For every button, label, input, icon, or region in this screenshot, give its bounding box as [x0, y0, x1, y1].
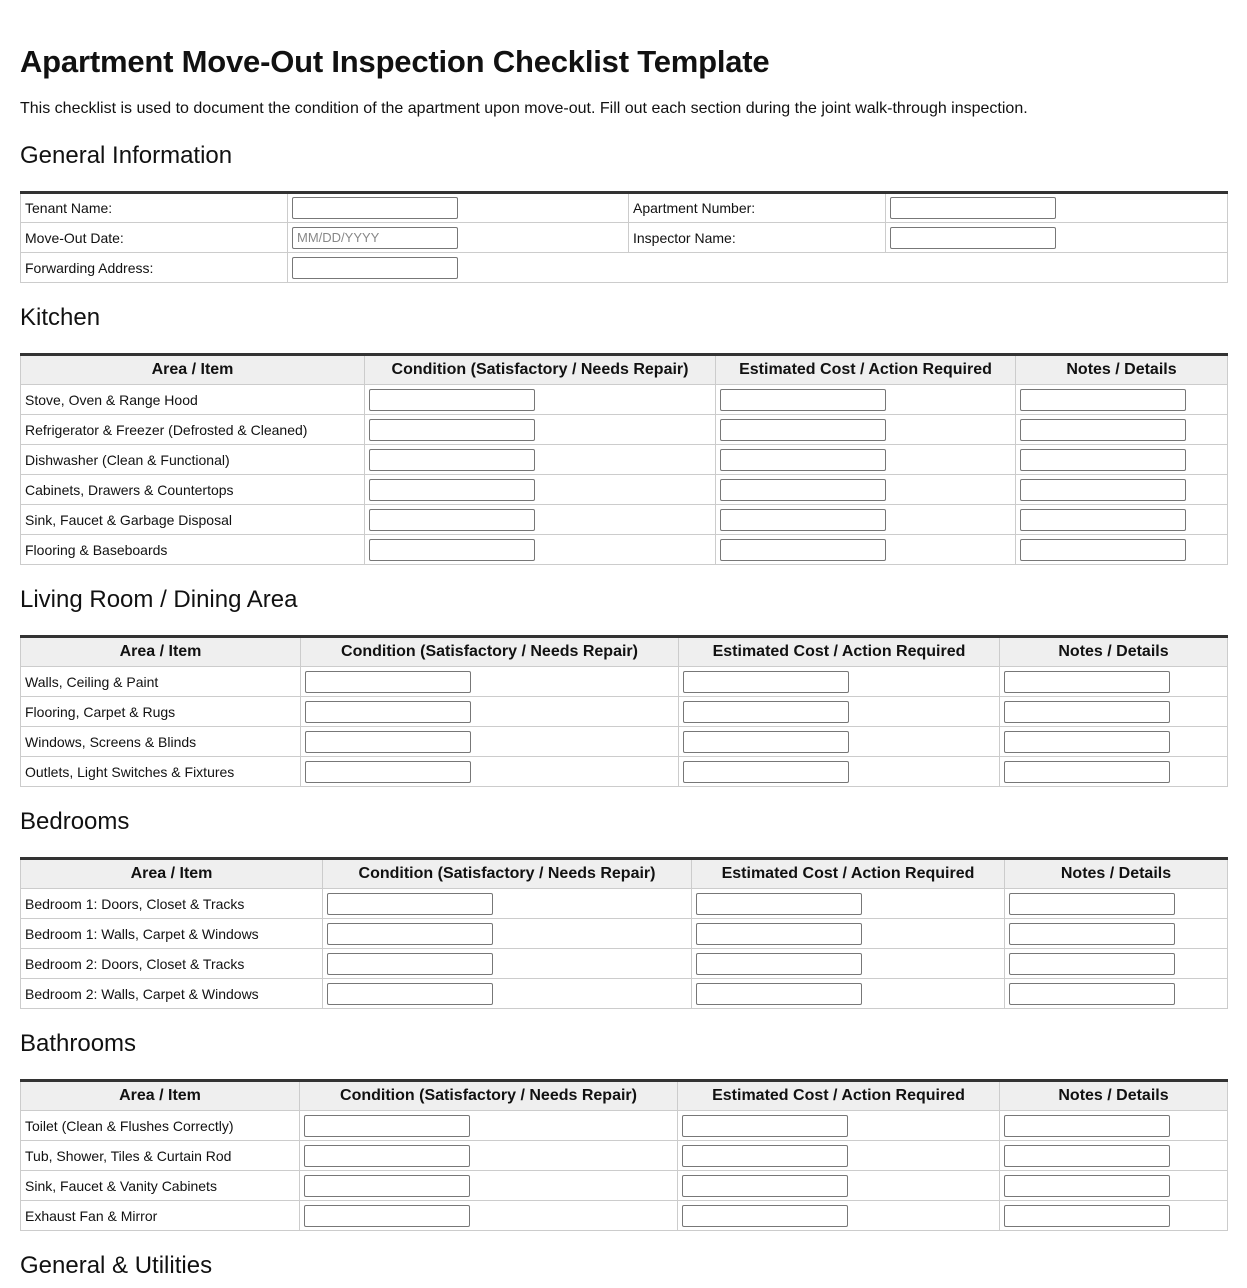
estimated-cost-input[interactable]	[720, 389, 886, 411]
area-item-header: Area / Item	[21, 1081, 300, 1111]
notes-input[interactable]	[1009, 923, 1175, 945]
table-row	[21, 889, 1228, 919]
notes-input[interactable]	[1020, 449, 1186, 471]
condition-input[interactable]	[327, 893, 493, 915]
item-label: Bedroom 2: Walls, Carpet & Windows	[21, 979, 323, 1009]
section-table-bedrooms	[20, 857, 1228, 1009]
table-row	[21, 697, 1228, 727]
item-label: Exhaust Fan & Mirror	[21, 1201, 300, 1231]
condition-input[interactable]	[327, 923, 493, 945]
forwarding-address-input[interactable]	[292, 257, 458, 279]
area-item-header: Area / Item	[21, 355, 365, 385]
notes-input[interactable]	[1020, 419, 1186, 441]
table-row	[21, 193, 1228, 223]
table-row	[21, 505, 1228, 535]
table-row	[21, 919, 1228, 949]
item-label: Cabinets, Drawers & Countertops	[21, 475, 365, 505]
condition-input[interactable]	[305, 731, 471, 753]
estimated-cost-input[interactable]	[720, 479, 886, 501]
table-row	[21, 385, 1228, 415]
notes-input[interactable]	[1004, 1175, 1170, 1197]
notes-input[interactable]	[1004, 1145, 1170, 1167]
item-label: Toilet (Clean & Flushes Correctly)	[21, 1111, 300, 1141]
notes-input[interactable]	[1004, 731, 1170, 753]
estimated-cost-input[interactable]	[682, 1175, 848, 1197]
notes-input[interactable]	[1004, 1115, 1170, 1137]
notes-header: Notes / Details	[1016, 355, 1228, 385]
condition-input[interactable]	[369, 509, 535, 531]
item-label: Bedroom 1: Doors, Closet & Tracks	[21, 889, 323, 919]
forwarding-address-label: Forwarding Address:	[21, 253, 288, 283]
general-utilities-heading: General & Utilities	[20, 1252, 213, 1279]
apartment-number-input[interactable]	[890, 197, 1056, 219]
section-table-kitchen	[20, 353, 1228, 565]
general-heading: General Information	[20, 142, 233, 169]
table-row	[21, 415, 1228, 445]
notes-input[interactable]	[1020, 509, 1186, 531]
item-label: Walls, Ceiling & Paint	[21, 667, 301, 697]
estimated-cost-header: Estimated Cost / Action Required	[692, 859, 1005, 889]
table-row	[21, 949, 1228, 979]
inspector-name-input[interactable]	[890, 227, 1056, 249]
condition-header: Condition (Satisfactory / Needs Repair)	[323, 859, 692, 889]
item-label: Windows, Screens & Blinds	[21, 727, 301, 757]
general-info-table	[20, 191, 1228, 283]
table-row	[21, 667, 1228, 697]
move-out-date-input[interactable]	[292, 227, 458, 249]
table-row	[21, 223, 1228, 253]
notes-input[interactable]	[1009, 893, 1175, 915]
section-heading-bathrooms: Bathrooms	[20, 1030, 137, 1057]
condition-input[interactable]	[304, 1205, 470, 1227]
tenant-name-label: Tenant Name:	[21, 193, 288, 223]
move-out-date-label: Move-Out Date:	[21, 223, 288, 253]
estimated-cost-input[interactable]	[720, 449, 886, 471]
section-heading-bedrooms: Bedrooms	[20, 808, 130, 835]
table-row	[21, 1171, 1228, 1201]
estimated-cost-input[interactable]	[720, 509, 886, 531]
item-label: Sink, Faucet & Garbage Disposal	[21, 505, 365, 535]
condition-input[interactable]	[305, 701, 471, 723]
item-label: Flooring, Carpet & Rugs	[21, 697, 301, 727]
table-row	[21, 757, 1228, 787]
table-row	[21, 253, 1228, 283]
notes-input[interactable]	[1020, 389, 1186, 411]
estimated-cost-input[interactable]	[696, 983, 862, 1005]
table-row	[21, 535, 1228, 565]
item-label: Bedroom 2: Doors, Closet & Tracks	[21, 949, 323, 979]
condition-input[interactable]	[305, 761, 471, 783]
estimated-cost-input[interactable]	[682, 1145, 848, 1167]
table-header-row	[21, 859, 1228, 889]
item-label: Stove, Oven & Range Hood	[21, 385, 365, 415]
notes-header: Notes / Details	[1000, 1081, 1228, 1111]
condition-input[interactable]	[327, 953, 493, 975]
notes-input[interactable]	[1009, 983, 1175, 1005]
estimated-cost-input[interactable]	[696, 923, 862, 945]
item-label: Flooring & Baseboards	[21, 535, 365, 565]
condition-header: Condition (Satisfactory / Needs Repair)	[300, 1081, 678, 1111]
notes-input[interactable]	[1020, 479, 1186, 501]
section-heading-kitchen: Kitchen	[20, 304, 101, 331]
table-row	[21, 1111, 1228, 1141]
estimated-cost-input[interactable]	[683, 701, 849, 723]
table-header-row	[21, 637, 1228, 667]
notes-header: Notes / Details	[1005, 859, 1228, 889]
section-heading-living-room-dining-area: Living Room / Dining Area	[20, 586, 298, 613]
area-item-header: Area / Item	[21, 637, 301, 667]
estimated-cost-header: Estimated Cost / Action Required	[678, 1081, 1000, 1111]
item-label: Bedroom 1: Walls, Carpet & Windows	[21, 919, 323, 949]
estimated-cost-input[interactable]	[682, 1205, 848, 1227]
condition-header: Condition (Satisfactory / Needs Repair)	[365, 355, 716, 385]
tenant-name-input[interactable]	[292, 197, 458, 219]
condition-input[interactable]	[304, 1175, 470, 1197]
condition-input[interactable]	[369, 419, 535, 441]
table-row	[21, 1141, 1228, 1171]
section-table-living-room-dining-area	[20, 635, 1228, 787]
notes-input[interactable]	[1004, 671, 1170, 693]
estimated-cost-header: Estimated Cost / Action Required	[716, 355, 1016, 385]
table-row	[21, 979, 1228, 1009]
checklist-sections	[20, 283, 1227, 1231]
apartment-number-label: Apartment Number:	[629, 193, 886, 223]
condition-input[interactable]	[304, 1115, 470, 1137]
condition-input[interactable]	[304, 1145, 470, 1167]
estimated-cost-input[interactable]	[683, 761, 849, 783]
estimated-cost-input[interactable]	[682, 1115, 848, 1137]
estimated-cost-input[interactable]	[683, 731, 849, 753]
notes-input[interactable]	[1004, 1205, 1170, 1227]
section-table-bathrooms	[20, 1079, 1228, 1231]
notes-header: Notes / Details	[1000, 637, 1228, 667]
estimated-cost-input[interactable]	[720, 539, 886, 561]
condition-input[interactable]	[369, 539, 535, 561]
inspector-name-label: Inspector Name:	[629, 223, 886, 253]
estimated-cost-input[interactable]	[696, 893, 862, 915]
notes-input[interactable]	[1009, 953, 1175, 975]
table-row	[21, 1201, 1228, 1231]
item-label: Sink, Faucet & Vanity Cabinets	[21, 1171, 300, 1201]
notes-input[interactable]	[1004, 761, 1170, 783]
table-header-row	[21, 355, 1228, 385]
condition-header: Condition (Satisfactory / Needs Repair)	[301, 637, 679, 667]
estimated-cost-input[interactable]	[683, 671, 849, 693]
item-label: Outlets, Light Switches & Fixtures	[21, 757, 301, 787]
condition-input[interactable]	[327, 983, 493, 1005]
table-row	[21, 475, 1228, 505]
item-label: Refrigerator & Freezer (Defrosted & Cleaned)	[21, 415, 365, 445]
item-label: Tub, Shower, Tiles & Curtain Rod	[21, 1141, 300, 1171]
condition-input[interactable]	[369, 449, 535, 471]
estimated-cost-input[interactable]	[720, 419, 886, 441]
table-row	[21, 445, 1228, 475]
condition-input[interactable]	[369, 389, 535, 411]
condition-input[interactable]	[305, 671, 471, 693]
intro-text: This checklist is used to document the condition of the apartment upon move-out. Fill out each section during the joint walk-through inspection.	[20, 100, 1028, 117]
page-title: Apartment Move-Out Inspection Checklist Template	[20, 44, 770, 79]
table-row	[21, 727, 1228, 757]
area-item-header: Area / Item	[21, 859, 323, 889]
item-label: Dishwasher (Clean & Functional)	[21, 445, 365, 475]
notes-input[interactable]	[1004, 701, 1170, 723]
table-header-row	[21, 1081, 1228, 1111]
estimated-cost-header: Estimated Cost / Action Required	[679, 637, 1000, 667]
estimated-cost-input[interactable]	[696, 953, 862, 975]
condition-input[interactable]	[369, 479, 535, 501]
notes-input[interactable]	[1020, 539, 1186, 561]
